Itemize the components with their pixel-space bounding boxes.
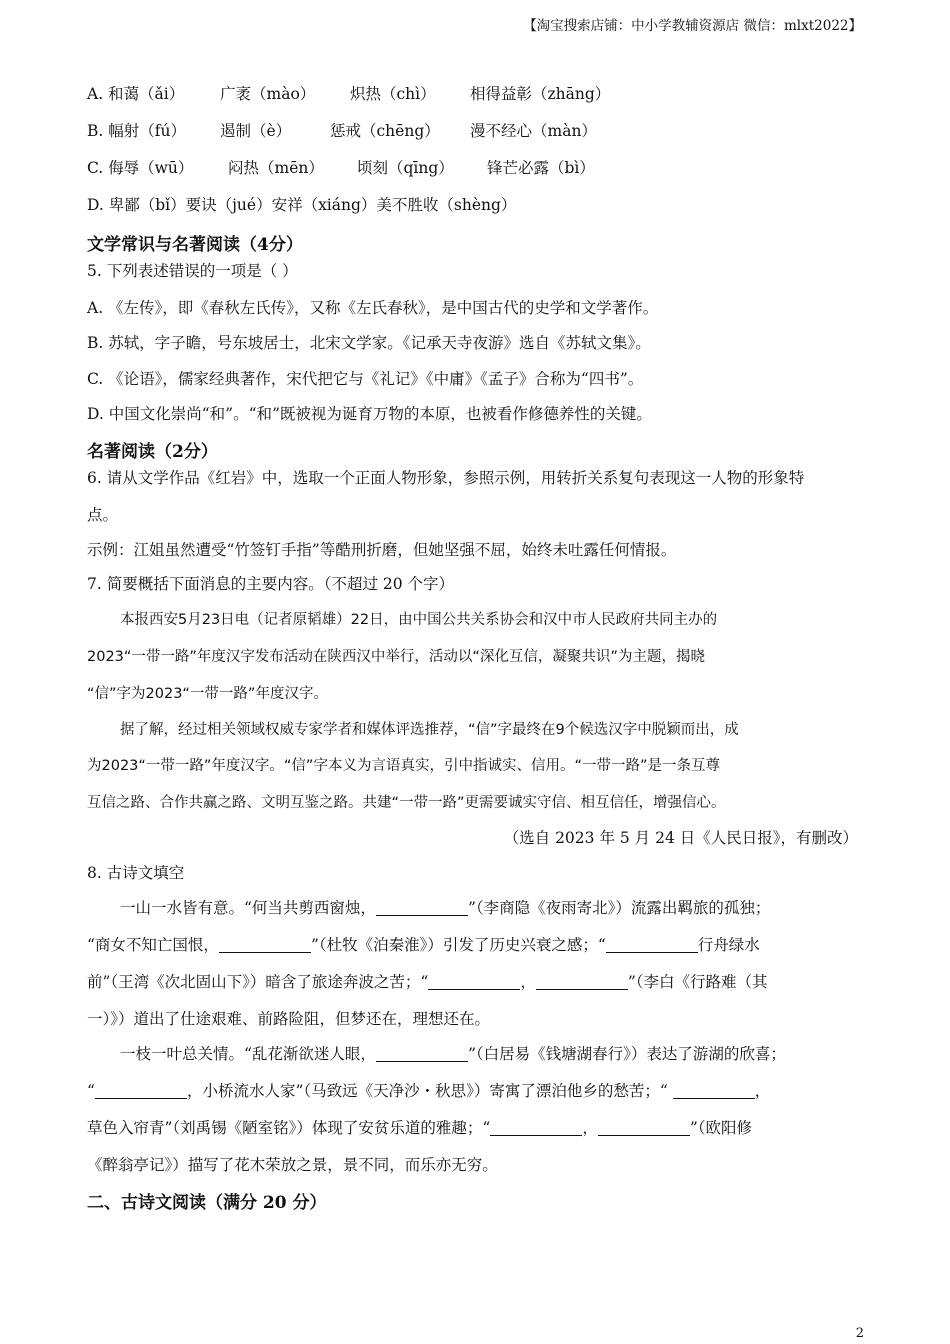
section-two-heading: 二、古诗文阅读（满分 20 分） — [87, 1193, 327, 1213]
q8-text: “商女不知亡国恨， — [87, 936, 219, 954]
q4-a-item-1: A. 和蔼（ǎi） — [87, 85, 185, 103]
q4-a-item-3: 炽热（chì） — [350, 85, 436, 103]
q4-c-item-4: 锋芒必露（bì） — [487, 159, 595, 177]
q8-text: 草色入帘青”（刘禹锡《陋室铭》）体现了安贫乐道的雅趣；“ — [87, 1119, 491, 1137]
answer-blank[interactable] — [376, 900, 468, 917]
q8-p1-line3 — [87, 970, 768, 992]
q5-option-b: B. 苏轼，字子瞻，号东坡居士，北宋文学家。《记承天寺夜游》选自《苏轼文集》。 — [87, 334, 651, 352]
q8-text: ”（白居易《钱塘湖春行》）表达了游湖的欣喜； — [467, 1045, 786, 1063]
q5-option-c: C. 《论语》，儒家经典著作，宋代把它与《礼记》《中庸》《孟子》合称为“四书”。 — [87, 370, 644, 388]
news-line-5: 为2023“一带一路”年度汉字。“信”字本义为言语真实，引中指诚实、信用。“一带一路”是一条互尊 — [87, 758, 720, 774]
news-line-6: 互信之路、合作共赢之路、文明互鉴之路。共建“一带一路”更需要诚实守信、相互信任，增强信心。 — [87, 795, 726, 811]
q5-option-a: A. 《左传》，即《春秋左氏传》，又称《左氏春秋》，是中国古代的史学和文学著作。 — [87, 299, 659, 317]
q8-text: 一山一水皆有意。“何当共剪西窗烛， — [120, 899, 376, 917]
q4-b-item-3: 惩戒（chēng） — [330, 122, 440, 140]
news-line-2: 2023“一带一路”年度汉字发布活动在陕西汉中举行，活动以“深化互信，凝聚共识”为主题，揭晓 — [87, 649, 705, 665]
q4-a-item-4: 相得益彰（zhāng） — [470, 85, 611, 103]
q4-b-item-4: 漫不经心（màn） — [470, 122, 597, 140]
q4-option-d: D. 卑鄙（bǐ）要诀（jué）安祥（xiáng）美不胜收（shèng） — [87, 196, 517, 214]
q8-text: ， — [754, 1082, 771, 1100]
q8-text: “ — [87, 1082, 95, 1100]
news-line-3: “信”字为2023“一带一路”年度汉字。 — [87, 686, 328, 702]
news-source: （选自 2023 年 5 月 24 日《人民日报》，有删改） — [503, 829, 858, 847]
q4-c-item-1: C. 侮辱（wū） — [87, 159, 194, 177]
answer-blank[interactable] — [219, 937, 311, 954]
answer-blank[interactable] — [536, 974, 628, 991]
q5-stem: 5. 下列表述错误的一项是（ ） — [87, 262, 298, 280]
answer-blank[interactable] — [428, 974, 520, 991]
q8-p1-line2 — [87, 933, 760, 955]
q6-example: 示例：江姐虽然遭受“竹签钉手指”等酷刑折磨，但她坚强不屈，始终未吐露任何情报。 — [87, 541, 677, 559]
q4-b-item-2: 遏制（è） — [220, 122, 292, 140]
answer-blank[interactable] — [606, 937, 698, 954]
answer-blank[interactable] — [598, 1120, 690, 1137]
news-line-1: 本报西安5月23日电（记者原韬雄）22日，由中国公共关系协会和汉中市人民政府共同主办的 — [120, 612, 718, 628]
answer-blank[interactable] — [95, 1083, 187, 1100]
q8-text: ”（李白《行路难（其 — [627, 973, 768, 991]
q5-option-d: D. 中国文化崇尚“和”。“和”既被视为诞育万物的本原，也被看作修德养性的关键。 — [87, 405, 652, 423]
q8-p2-line1 — [120, 1042, 786, 1064]
q8-text: 前”（王湾《次北固山下》）暗含了旅途奔波之苦；“ — [87, 973, 429, 991]
news-line-4: 据了解，经过相关领域权威专家学者和媒体评选推荐，“信”字最终在9个候选汉字中脱颖而出，成 — [120, 722, 739, 738]
q8-p1-line1 — [120, 896, 770, 918]
q8-text: 行舟绿水 — [697, 936, 760, 954]
q8-text: ，小桥流水人家”（马致远《天净沙・秋思》）寄寓了漂泊他乡的愁苦；“ — [186, 1082, 673, 1100]
q8-p2-line4: 《醉翁亭记》）描写了花木荣放之景，景不同，而乐亦无穷。 — [87, 1156, 498, 1174]
q8-p2-line2 — [87, 1079, 770, 1101]
answer-blank[interactable] — [490, 1120, 582, 1137]
section-classic-heading: 名著阅读（2分） — [87, 442, 218, 462]
q8-p2-line3 — [87, 1116, 752, 1138]
answer-blank[interactable] — [376, 1046, 468, 1063]
q8-text: ”（李商隐《夜雨寄北》）流露出羁旅的孤独； — [467, 899, 771, 917]
q4-a-item-2: 广袤（mào） — [220, 85, 316, 103]
q8-text: ， — [520, 973, 536, 991]
header-note: 【淘宝搜索店铺：中小学教辅资源店 微信：mlxt2022】 — [523, 18, 862, 34]
section-literature-heading: 文学常识与名著阅读（4分） — [87, 235, 303, 255]
q8-text: ”（欧阳修 — [689, 1119, 753, 1137]
q8-text: ， — [582, 1119, 598, 1137]
answer-blank[interactable] — [673, 1083, 755, 1100]
q8-text: 一枝一叶总关情。“乱花渐欲迷人眼， — [120, 1045, 376, 1063]
page-number: 2 — [855, 1326, 864, 1341]
q8-stem: 8. 古诗文填空 — [87, 864, 185, 882]
q4-b-item-1: B. 幅射（fú） — [87, 122, 186, 140]
q4-c-item-3: 顷刻（qīng） — [357, 159, 454, 177]
q8-p1-line4: 一）》）道出了仕途艰难、前路险阻，但梦还在，理想还在。 — [87, 1010, 491, 1028]
q6-stem-line1: 6. 请从文学作品《红岩》中，选取一个正面人物形象，参照示例，用转折关系复句表现这一人物的形象特 — [87, 469, 805, 487]
q7-stem: 7. 简要概括下面消息的主要内容。（不超过 20 个字） — [87, 575, 455, 593]
q8-text: ”（杜牧《泊秦淮》）引发了历史兴衰之感；“ — [310, 936, 606, 954]
q6-stem-line2: 点。 — [87, 506, 119, 524]
q4-c-item-2: 闷热（mēn） — [228, 159, 324, 177]
